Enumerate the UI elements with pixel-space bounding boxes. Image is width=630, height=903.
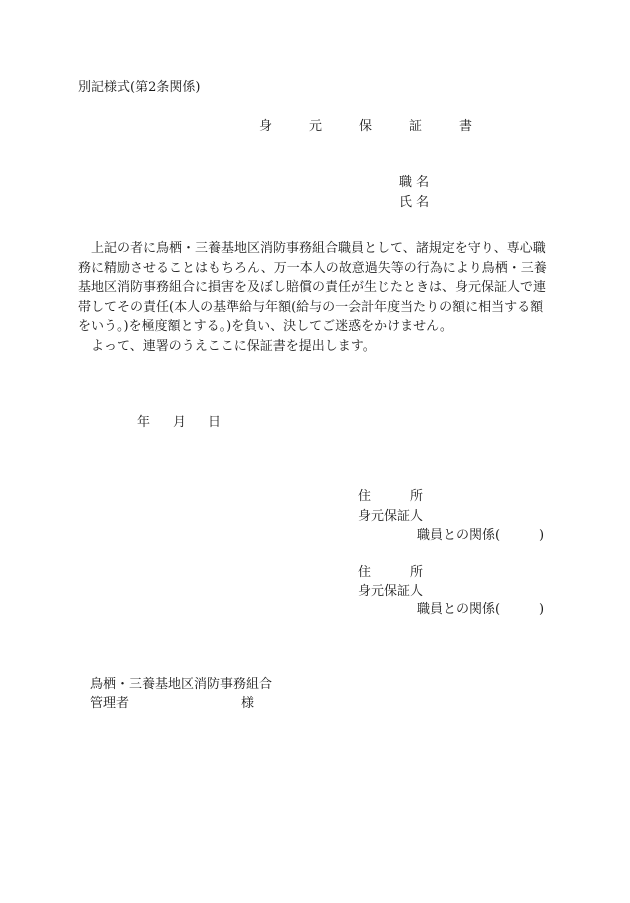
guarantor-2-relation-label: 職員との関係(: [417, 602, 501, 617]
guarantor-2-title-label: 身元保証人: [358, 584, 424, 599]
guarantor-1-address-label: 住 所: [358, 489, 424, 504]
date-year-label: 年: [137, 415, 151, 430]
guarantor-1-relation-label: 職員との関係(: [417, 528, 501, 543]
document-title: 身 元 保 証 書: [259, 119, 485, 134]
guarantee-body: [78, 239, 550, 357]
form-reference: 別記様式(第2条関係): [78, 80, 201, 95]
name-label: 氏 名: [399, 195, 430, 210]
position-label: 職 名: [399, 175, 430, 190]
administrator-label: 管理者: [90, 696, 130, 711]
date-day-label: 日: [208, 415, 222, 430]
body-paragraph: よって、連署のうえここに保証書を提出します。: [91, 338, 376, 354]
guarantor-2-relation-close: ): [539, 602, 545, 617]
honorific-label: 様: [241, 696, 255, 711]
guarantor-2-address-label: 住 所: [358, 565, 424, 580]
guarantor-1-relation-close: ): [539, 528, 545, 543]
guarantor-1-title-label: 身元保証人: [358, 509, 424, 524]
date-month-label: 月: [173, 415, 187, 430]
body-paragraph: 上記の者に鳥栖・三養基地区消防事務組合職員として、諸規定を守り、専心職務に精励させることはもちろん、万一本人の故意過失等の行為により鳥栖・三養基地区消防事務組合に損害を及ぼし賠償の責任が生じたときは、身元保証人で連帯してその責任(本人の基準給与年額(給与の一会計年度当たりの額に相当する額をいう。)を極度額とする。)を負い、決してご迷惑をかけません。: [78, 241, 547, 335]
organization-name: 鳥栖・三養基地区消防事務組合: [90, 677, 273, 692]
